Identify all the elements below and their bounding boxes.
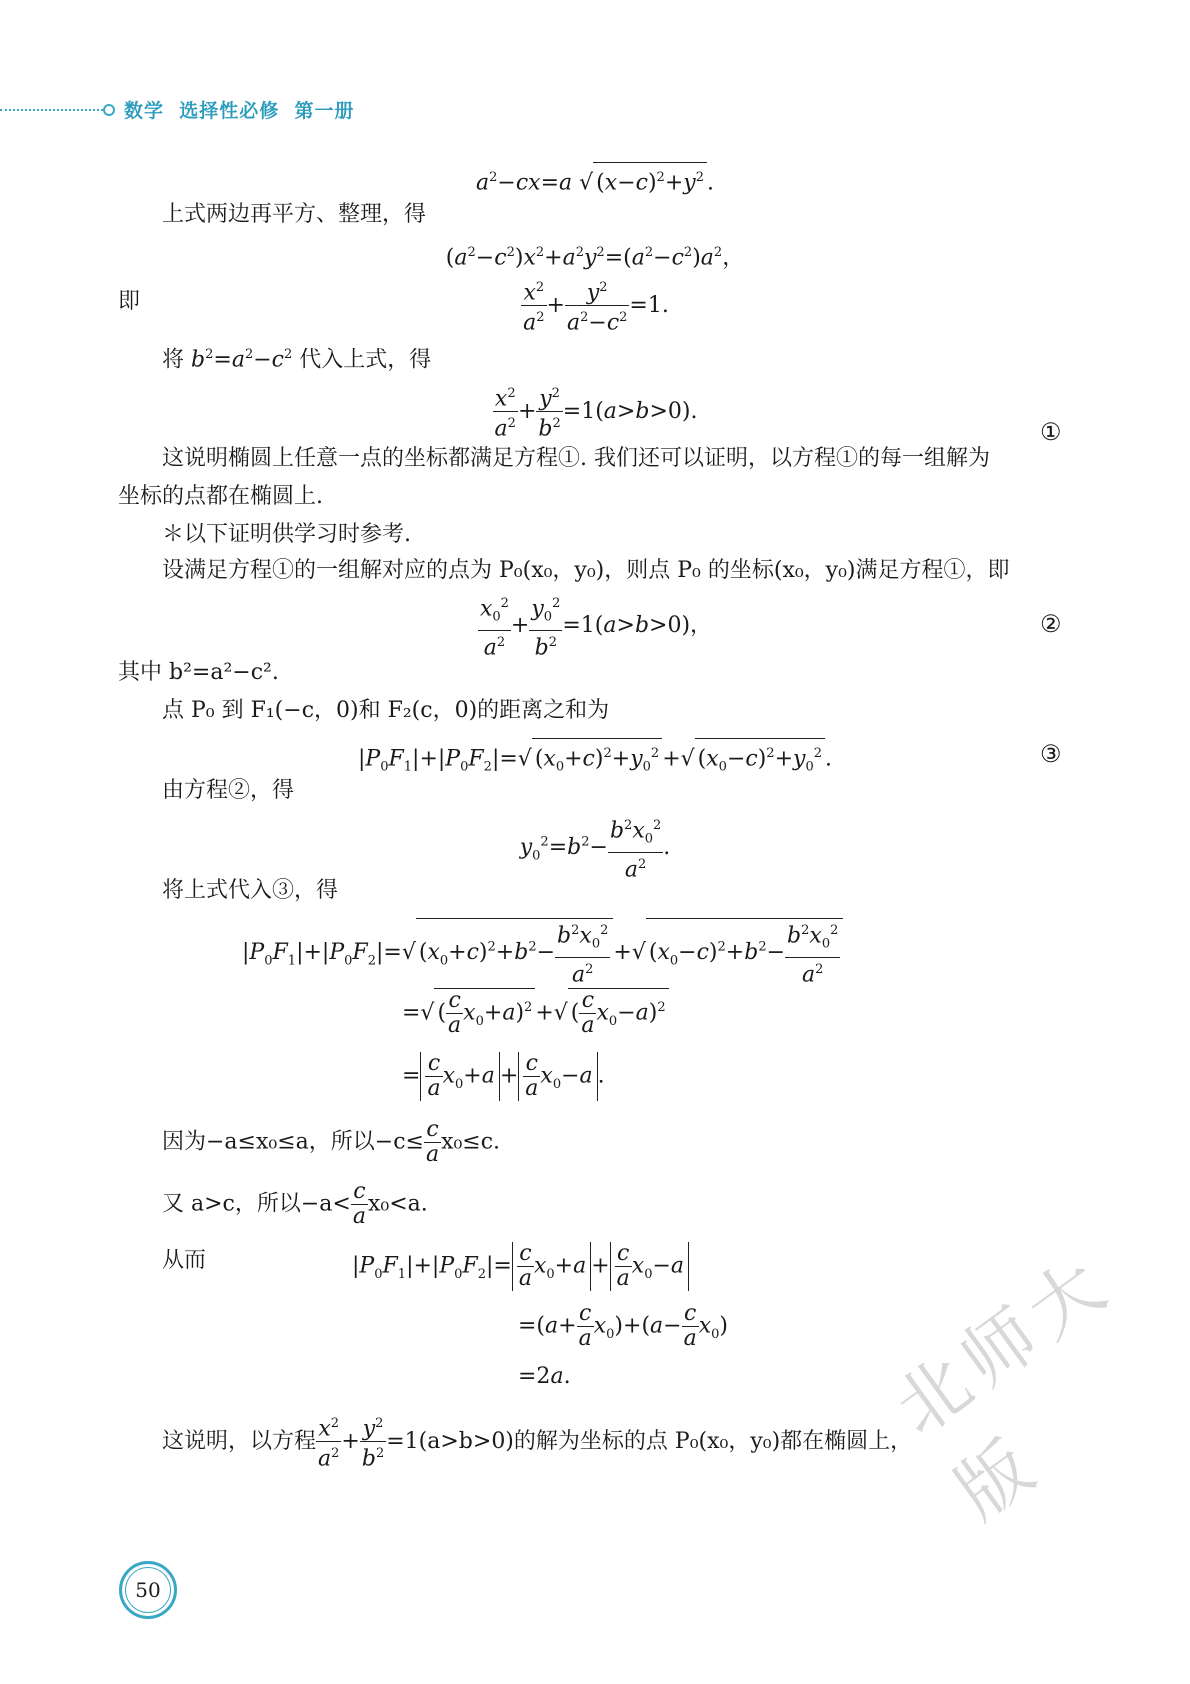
equation-y0: $y_0^2=b^2-$ $\frac{b^2x_0^2}{a^2}$ .: [0, 814, 1190, 882]
paragraph: 这说明椭圆上任意一点的坐标都满足方程①. 我们还可以证明，以方程①的每一组解为: [162, 446, 990, 471]
equation-3: $\frac{x^2}{a^2}$ + $\frac{y^2}{a^2-c^2}$ =1.: [0, 276, 1190, 336]
paragraph-inequality-1: 因为−a≤x₀≤a，所以−c≤ $\frac{c}{a}$ x₀≤c.: [162, 1117, 501, 1167]
paragraph-inequality-2: 又 a>c，所以−a< $\frac{c}{a}$ x₀<a.: [162, 1179, 428, 1229]
equation-derivation-2: =√ ( $\frac{c}{a}$ $x_0+a)^2$ +√ ( $\frac{c}{a}$ $x_0-a)^2$: [402, 988, 669, 1038]
paragraph: 将上式代入③，得: [162, 878, 339, 903]
paragraph-substitute: 将 $b^2=a^2-c^2$ 代入上式，得: [162, 347, 432, 373]
paragraph: 上式两边再平方、整理，得: [162, 202, 427, 227]
paragraph-final: 这说明，以方程 $\frac{x^2}{a^2}$ + $\frac{y^2}{b^2}$ =1(a>b>0)的解为坐标的点 P₀(x₀，y₀)都在椭圆上，: [162, 1412, 912, 1472]
paragraph: 由方程②，得: [162, 778, 295, 803]
equation-marker-1: ①: [1040, 418, 1062, 446]
paragraph: 点 P₀ 到 F₁(−c，0)和 F₂(c，0)的距离之和为: [162, 698, 610, 723]
header-dotted-line: [0, 109, 103, 111]
header-circle-icon: [103, 104, 115, 116]
label-therefore: 从而: [162, 1248, 207, 1273]
equation-conclusion-2: =(a+ $\frac{c}{a}$ $x_0)+(a-$ $\frac{c}{a}$ $x_0$): [518, 1301, 729, 1351]
equation-derivation-3: = $\frac{c}{a}$ $x_0+a$ + $\frac{c}{a}$ $x_0-a$ .: [402, 1051, 605, 1101]
equation-1: $a^2-cx=a$ √ $(x-c)^2+y^2$ .: [0, 162, 1190, 198]
equation-3-distance: $|P_0F_1|+|P_0F_2|=√$ $(x_0+c)^2+y_0^2$ +√ $(x_0-c)^2+y_0^2$ .: [0, 738, 1190, 783]
equation-conclusion-3: =2a.: [518, 1364, 571, 1389]
equation-conclusion-1: $|P_0F_1|+|P_0F_2|=$ $\frac{c}{a}$ $x_0+a$ + $\frac{c}{a}$ $x_0-a$: [352, 1242, 689, 1291]
paragraph-note: ＊以下证明供学习时参考.: [162, 522, 411, 547]
equation-1-standard: $\frac{x^2}{a^2}$ + $\frac{y^2}{b^2}$ =1(a>b>0).: [0, 382, 1190, 442]
equation-derivation-1: $|P_0F_1|+|P_0F_2|=√$ $(x_0+c)^2+b^2-$ $\frac{b^2x_0^2}{a^2}$ +√ $(x_0-c)^2+b^2-$ $\frac{b^2x_0^2}{a^2}$: [242, 918, 843, 987]
equation-2: $(a^2-c^2)x^2+a^2y^2=(a^2-c^2)a^2$，: [445, 245, 745, 271]
watermark: 北师大版: [879, 1238, 1128, 1536]
book-title: 数学 选择性必修 第一册: [124, 100, 355, 122]
equation-marker-2: ②: [1040, 610, 1062, 638]
page-number: 50: [119, 1561, 177, 1619]
paragraph: 坐标的点都在椭圆上.: [118, 484, 323, 509]
equation-2-point: $\frac{x_0^2}{a^2}$ + $\frac{y_0^2}{b^2}$ =1(a>b>0)，: [0, 592, 1190, 660]
paragraph: 设满足方程①的一组解对应的点为 P₀(x₀，y₀)，则点 P₀ 的坐标(x₀，y₀)满足方程①，即: [162, 558, 1010, 583]
equation-marker-3: ③: [1040, 740, 1062, 768]
paragraph: 其中 b²=a²−c².: [118, 660, 279, 685]
label-ji: 即: [118, 289, 141, 314]
